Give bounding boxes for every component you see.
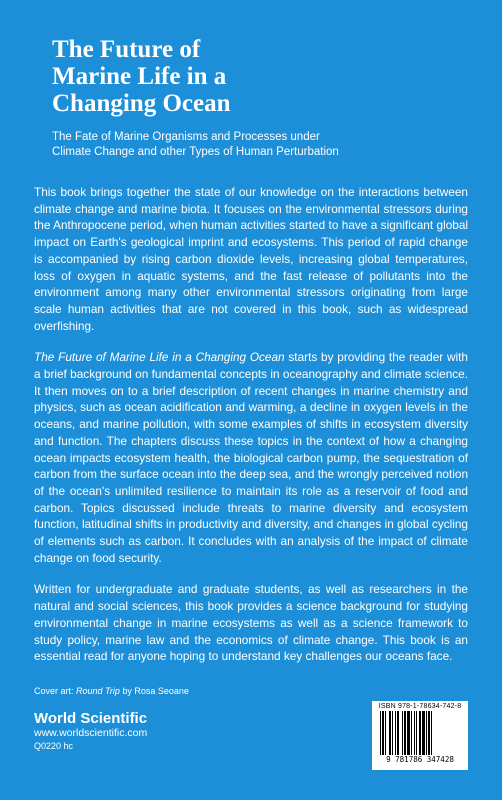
isbn-text: ISBN 978-1-78634-742-8	[378, 703, 462, 710]
artwork-title: Round Trip	[76, 686, 120, 696]
isbn-barcode	[372, 701, 468, 770]
publisher-code: Q0220 hc	[34, 741, 74, 751]
book-title-reference: The Future of Marine Life in a Changing Ocean	[34, 350, 285, 365]
subtitle-line: Climate Change and other Types of Human Perturbation	[52, 146, 339, 158]
title-line: The Future of	[52, 36, 201, 63]
credit-prefix: Cover art:	[34, 686, 77, 696]
blurb-paragraph-1: This book brings together the state of our knowledge on the interactions between climate change and marine biota. It focuses on the environmental stressors during the Anthropocene period, when human activities started to have a significant global impact on Earth's geological imprint and ecosystems. This period of rapid change is accompanied by rising carbon dioxide levels, increasing global temperatures, loss of oxygen in aquatic systems, and the fast release of pollutants into the environment among many other environmental stressors originating from large scale human activities that are not covered in this book, such as widespread overfishing.	[34, 185, 468, 333]
barcode-bars-icon	[378, 711, 462, 755]
blurb-paragraph-2-text: starts by providing the reader with a brief background on fundamental concepts in oceanography and climate science. It then moves on to a brief description of recent changes in marine chemistry and physics, such as ocean acidification and warming, a decline in oxygen levels in the oceans, and marine pollution, with some examples of shifts in ecosystem diversity and function. The chapters discuss these topics in the context of how a changing ocean impacts ecosystem health, the biological carbon pump, the sequestration of carbon from the surface ocean into the deep sea, and the wrongly perceived notion of the ocean's unlimited resilience to maintain its role as a reservoir of food and carbon. Topics discussed include threats to marine diversity and ecosystem function, latitudinal shifts in productivity and diversity, and changes in global cycling of elements such as carbon. It concludes with an analysis of the impact of climate change on food security.	[34, 350, 468, 565]
blurb-paragraph-3: Written for undergraduate and graduate students, as well as researchers in the natural and social sciences, this book provides a science background for studying environmental change in marine ecosystems as well as a science framework to study policy, marine law and the economics of climate change. This book is an essential read for anyone hoping to understand key challenges our oceans face.	[34, 582, 468, 664]
title-line: Changing Ocean	[52, 90, 231, 117]
title-line: Marine Life in a	[52, 63, 227, 90]
blurb-paragraph-2	[34, 349, 468, 566]
book-title	[52, 36, 452, 117]
cover-art-credit	[34, 686, 189, 696]
publisher-name: World Scientific	[34, 710, 148, 727]
subtitle-line: The Fate of Marine Organisms and Processes under	[52, 131, 320, 143]
credit-artist: by Rosa Seoane	[119, 686, 189, 696]
barcode-digits: 9 781786 347428	[386, 755, 454, 764]
book-subtitle	[52, 130, 472, 160]
blurb	[34, 184, 468, 680]
publisher-url: www.worldscientific.com	[34, 727, 148, 739]
publisher-block	[34, 710, 147, 752]
